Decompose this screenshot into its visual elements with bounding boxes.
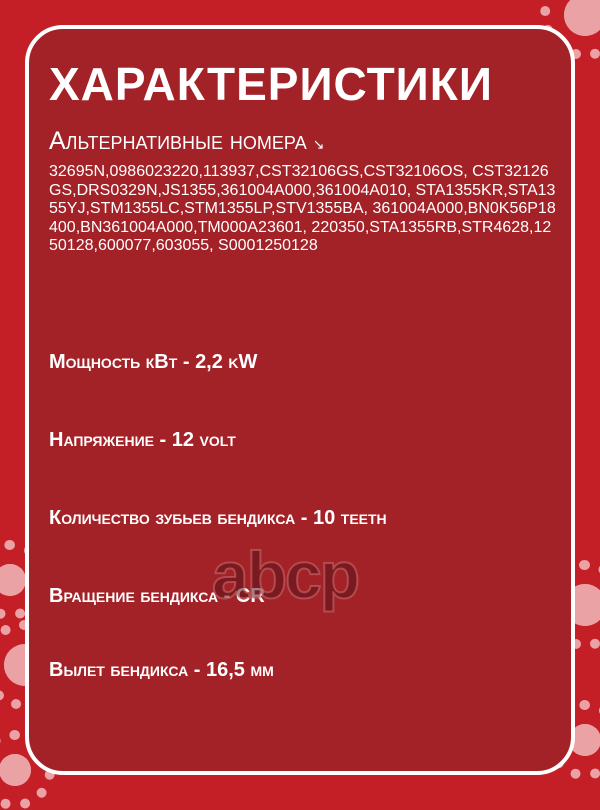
spec-teeth: Количество зубьев бендикса - 10 teeth: [49, 507, 387, 529]
alternative-codes: 32695N,0986023220,113937,CST32106GS,CST32106OS, CST32126GS,DRS0329N,JS1355,361004A000,361004A010, STA1355KR,STA1355YJ,STM1355LC,STM1355LP,STV1355BA, 361004A000,BN0K56P18400,BN361004A000,TM000A23601, 220350,STA1355RB,STR4628,1250128,600077,603055, S0001250128: [49, 163, 556, 254]
characteristics-card: [25, 25, 575, 775]
spec-rotation: Вращение бендикса - CR: [49, 585, 265, 607]
spec-voltage: Напряжение - 12 volt: [49, 429, 236, 451]
alternatives-heading: [49, 127, 324, 156]
arrow-down-right-icon: ↘: [312, 136, 325, 152]
alternatives-heading-label: Альтернативные номера: [49, 127, 307, 155]
spec-offset: Вылет бендикса - 16,5 мм: [49, 659, 274, 681]
spec-power: Мощность кВт - 2,2 kW: [49, 351, 258, 373]
page-title: ХАРАКТЕРИСТИКИ: [49, 58, 493, 110]
watermark-logo: abcp: [212, 538, 359, 612]
